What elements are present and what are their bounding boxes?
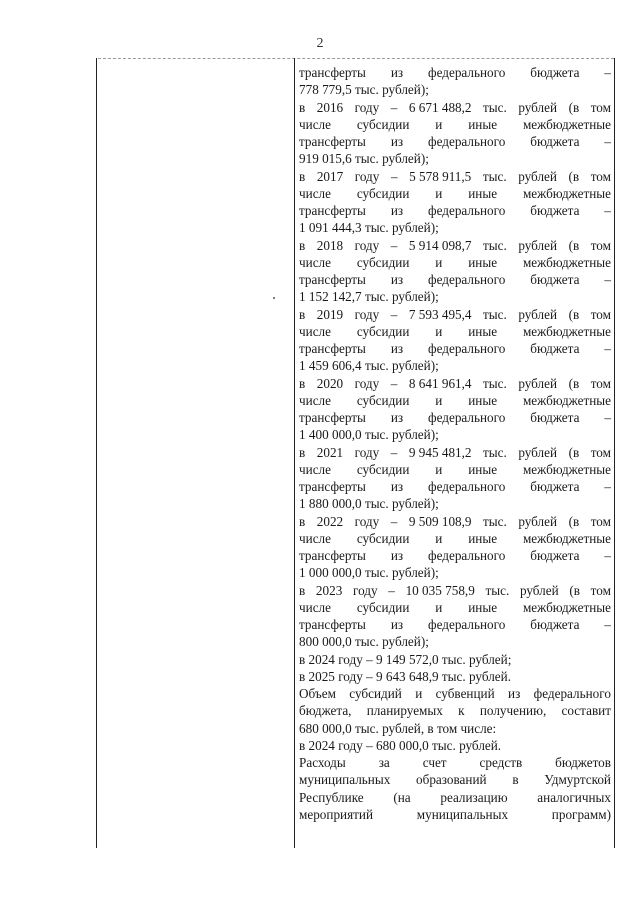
text-word: 2017 — [316, 168, 344, 184]
text-word: тыс. — [483, 513, 507, 529]
text-line — [299, 582, 611, 599]
text-word: федерального — [428, 617, 506, 632]
text-line — [299, 737, 611, 754]
text-word: числе — [299, 392, 331, 408]
text-word: федерального — [533, 686, 611, 701]
text-word: числе — [299, 461, 331, 477]
text-word: субсидии — [356, 254, 410, 270]
text-word: числе — [299, 599, 331, 615]
text-word: 5 578 911,5 — [409, 168, 472, 184]
text-word: – — [604, 203, 611, 218]
text-word: планируемых — [366, 703, 443, 719]
scan-speck — [273, 297, 275, 299]
text-word: иные — [468, 116, 498, 132]
text-word: (в — [568, 306, 580, 322]
text-word: – — [604, 410, 611, 425]
text-word: бюджетов — [555, 755, 611, 770]
text-line — [299, 185, 611, 202]
text-word: федерального — [428, 65, 506, 80]
text-word: 2023 — [315, 582, 343, 598]
text-word: – — [390, 375, 398, 391]
text-word: числе — [299, 323, 331, 339]
text-line — [299, 237, 611, 254]
text-word: 2022 — [316, 513, 344, 529]
text-word: – — [604, 617, 611, 632]
text-word: трансферты — [299, 65, 366, 80]
text-line — [299, 357, 611, 374]
text-word: 9 509 108,9 — [408, 513, 472, 529]
text-word: году — [354, 513, 380, 529]
text-word: в — [299, 237, 306, 253]
text-line — [299, 288, 611, 305]
text-word: – — [604, 548, 611, 563]
text-word: – — [604, 341, 611, 356]
text-word: и — [435, 185, 443, 201]
text-word: том — [590, 168, 611, 184]
text-word: числе — [299, 116, 331, 132]
text-word: иные — [468, 185, 498, 201]
text-word: иные — [468, 392, 498, 408]
text-line — [299, 461, 611, 478]
text-word: мероприятий — [299, 806, 374, 822]
text-line — [299, 392, 611, 409]
text-word: трансферты — [299, 341, 366, 356]
text-word: том — [590, 99, 611, 115]
text-word: в — [299, 444, 306, 460]
text-word: – — [388, 582, 395, 598]
text-word: – — [390, 99, 398, 115]
text-word: тыс. — [485, 582, 510, 598]
text-word: тыс. — [483, 306, 507, 322]
text-word: федерального — [428, 548, 506, 563]
text-line — [299, 651, 611, 668]
text-word: из — [390, 134, 404, 149]
text-word: составит — [561, 703, 611, 719]
text-word: году — [352, 582, 378, 598]
text-word: 5 914 098,7 — [408, 237, 472, 253]
text-line — [299, 754, 611, 771]
text-word: году — [354, 168, 380, 184]
text-word: том — [590, 444, 611, 460]
text-word: бюджета, — [299, 703, 352, 719]
text-line — [299, 771, 611, 788]
text-word: из — [390, 548, 404, 563]
text-word: году — [354, 375, 380, 391]
text-line — [299, 564, 611, 581]
text-word: трансферты — [299, 203, 366, 218]
text-word: бюджета — [530, 272, 580, 287]
text-word: межбюджетные — [522, 116, 611, 132]
text-line — [299, 168, 611, 185]
text-line — [299, 685, 611, 702]
text-word: и — [435, 254, 443, 270]
text-word: из — [390, 410, 404, 425]
text-line — [299, 340, 611, 357]
text-word: том — [590, 237, 611, 253]
text-word: том — [590, 582, 611, 598]
text-word: в 2024 году – 680 000,0 тыс. рублей. — [299, 737, 502, 753]
text-word: 6 671 488,2 — [408, 99, 472, 115]
text-word: из — [390, 203, 404, 218]
text-word: трансферты — [299, 479, 366, 494]
text-word: том — [590, 306, 611, 322]
text-word: году — [354, 99, 380, 115]
text-word: межбюджетные — [522, 185, 611, 201]
text-word: в — [299, 99, 306, 115]
text-word: субвенций — [435, 686, 495, 701]
text-word: субсидии — [356, 530, 410, 546]
text-word: субсидии — [356, 323, 410, 339]
text-word: федерального — [428, 341, 506, 356]
text-word: в — [299, 168, 306, 184]
text-line — [299, 116, 611, 133]
text-word: числе — [299, 254, 331, 270]
text-word: в — [512, 772, 519, 788]
text-line — [299, 375, 611, 392]
text-line — [299, 702, 611, 719]
text-word: муниципальных — [299, 772, 391, 788]
text-word: 8 641 961,4 — [408, 375, 472, 391]
text-word: рублей — [518, 375, 558, 391]
text-line — [299, 789, 611, 806]
text-word: Удмуртской — [544, 772, 611, 788]
text-word: (в — [568, 168, 580, 184]
text-word: 800 000,0 тыс. рублей); — [299, 634, 429, 650]
text-word: иные — [468, 461, 498, 477]
text-word: году — [354, 237, 380, 253]
text-word: (в — [568, 513, 580, 529]
text-word: тыс. — [483, 99, 507, 115]
text-word: 2019 — [316, 306, 344, 322]
text-word: 680 000,0 тыс. рублей, в том числе: — [299, 720, 497, 736]
text-word: и — [435, 392, 443, 408]
text-word: – — [390, 168, 398, 184]
text-word: году — [354, 444, 380, 460]
text-line — [299, 547, 611, 564]
text-word: и — [415, 686, 423, 701]
funding-text-cell — [299, 64, 611, 823]
text-word: федерального — [428, 203, 506, 218]
text-word: из — [508, 686, 521, 701]
text-line — [299, 720, 611, 737]
text-word: – — [390, 444, 398, 460]
text-word: муниципальных — [416, 806, 509, 822]
text-word: – — [604, 272, 611, 287]
text-word: из — [390, 65, 404, 80]
text-word: субсидии — [356, 461, 410, 477]
text-word: и — [435, 116, 443, 132]
text-word: иные — [468, 323, 498, 339]
text-word: 778 779,5 тыс. рублей); — [299, 82, 429, 98]
text-word: – — [390, 237, 398, 253]
text-word: тыс. — [483, 375, 507, 391]
text-word: получению, — [479, 703, 547, 719]
text-word: рублей — [519, 582, 559, 598]
text-word: субсидии — [356, 116, 410, 132]
text-word: бюджета — [530, 548, 580, 563]
text-word: рублей — [518, 444, 558, 460]
text-line — [299, 530, 611, 547]
text-word: числе — [299, 530, 331, 546]
text-word: рублей — [518, 306, 558, 322]
table-right-border — [614, 58, 615, 848]
text-word: числе — [299, 185, 331, 201]
text-word: 2018 — [316, 237, 344, 253]
text-word: трансферты — [299, 548, 366, 563]
text-word: субсидии — [356, 392, 410, 408]
text-word: бюджета — [530, 134, 580, 149]
text-word: 1 091 444,3 тыс. рублей); — [299, 220, 439, 236]
text-word: из — [390, 479, 404, 494]
text-line — [299, 323, 611, 340]
text-word: тыс. — [482, 168, 507, 184]
text-word: иные — [468, 254, 498, 270]
text-word: трансферты — [299, 617, 366, 632]
text-word: 2021 — [316, 444, 344, 460]
text-word: трансферты — [299, 410, 366, 425]
text-word: межбюджетные — [522, 392, 611, 408]
text-word: 9 945 481,2 — [408, 444, 472, 460]
text-word: счет — [422, 755, 447, 770]
text-word: 1 459 606,4 тыс. рублей); — [299, 358, 439, 374]
text-word: к — [458, 703, 465, 719]
text-word: 1 152 142,7 тыс. рублей); — [299, 289, 439, 305]
text-word: из — [390, 272, 404, 287]
text-word: в — [299, 306, 306, 322]
text-word: бюджета — [530, 410, 580, 425]
text-line — [299, 444, 611, 461]
text-word: в — [299, 513, 306, 529]
text-word: федерального — [428, 134, 506, 149]
text-word: в — [299, 375, 306, 391]
text-line — [299, 668, 611, 685]
text-word: бюджета — [530, 65, 580, 80]
text-word: – — [390, 513, 398, 529]
text-word: за — [378, 755, 390, 770]
text-word: субсидии — [356, 599, 410, 615]
text-word: 1 880 000,0 тыс. рублей); — [299, 496, 439, 512]
text-word: аналогичных — [537, 789, 611, 805]
text-word: (в — [568, 375, 580, 391]
page-number: 2 — [316, 36, 324, 51]
text-word: тыс. — [483, 237, 507, 253]
text-line — [299, 64, 611, 81]
text-line — [299, 513, 611, 530]
text-line — [299, 306, 611, 323]
text-line — [299, 81, 611, 98]
text-word: 919 015,6 тыс. рублей); — [299, 151, 429, 167]
text-word: федерального — [428, 272, 506, 287]
text-word: в 2024 году – 9 149 572,0 тыс. рублей; — [299, 651, 512, 667]
text-word: 2020 — [316, 375, 344, 391]
text-word: бюджета — [530, 341, 580, 356]
text-word: – — [604, 134, 611, 149]
text-word: (в — [569, 582, 580, 598]
text-word: субсидий — [349, 686, 402, 701]
text-word: федерального — [428, 410, 506, 425]
text-word: тыс. — [483, 444, 507, 460]
text-word: (в — [568, 99, 580, 115]
text-word: рублей — [518, 513, 558, 529]
text-word: трансферты — [299, 134, 366, 149]
text-word: рублей — [518, 237, 558, 253]
text-word: средств — [479, 755, 523, 770]
text-word: образований — [416, 772, 487, 788]
text-word: Объем — [299, 686, 336, 701]
text-word: (в — [568, 237, 580, 253]
text-line — [299, 806, 611, 823]
text-word: межбюджетные — [522, 461, 611, 477]
text-line — [299, 478, 611, 495]
text-word: программ) — [551, 806, 611, 822]
text-word: рублей — [518, 99, 558, 115]
text-word: трансферты — [299, 272, 366, 287]
table-left-border — [96, 58, 97, 848]
text-line — [299, 150, 611, 167]
text-word: из — [390, 617, 404, 632]
text-word: бюджета — [530, 203, 580, 218]
text-word: иные — [468, 530, 498, 546]
text-word: – — [390, 306, 398, 322]
text-word: межбюджетные — [522, 599, 611, 615]
text-word: Республике — [299, 789, 364, 805]
text-line — [299, 599, 611, 616]
text-word: том — [590, 375, 611, 391]
text-word: году — [354, 306, 380, 322]
text-word: иные — [468, 599, 498, 615]
text-word: 10 035 758,9 — [405, 582, 475, 598]
text-word: 1 000 000,0 тыс. рублей); — [299, 565, 439, 581]
text-line — [299, 426, 611, 443]
text-line — [299, 616, 611, 633]
text-line — [299, 254, 611, 271]
text-word: – — [604, 65, 611, 80]
text-word: бюджета — [530, 617, 580, 632]
text-word: Расходы — [299, 755, 346, 770]
table-column-divider — [294, 58, 295, 848]
text-word: 7 593 495,4 — [408, 306, 472, 322]
table-top-border — [98, 58, 614, 59]
text-word: межбюджетные — [522, 254, 611, 270]
text-word: (в — [568, 444, 580, 460]
text-word: в 2025 году – 9 643 648,9 тыс. рублей. — [299, 668, 511, 684]
text-line — [299, 202, 611, 219]
text-word: 2016 — [316, 99, 344, 115]
text-line — [299, 99, 611, 116]
text-word: и — [435, 530, 443, 546]
text-line — [299, 495, 611, 512]
text-word: бюджета — [530, 479, 580, 494]
text-line — [299, 409, 611, 426]
text-word: субсидии — [356, 185, 410, 201]
text-word: в — [299, 582, 306, 598]
text-word: межбюджетные — [522, 323, 611, 339]
text-word: том — [590, 513, 611, 529]
text-word: межбюджетные — [522, 530, 611, 546]
text-word: рублей — [518, 168, 557, 184]
text-line — [299, 271, 611, 288]
text-word: и — [435, 461, 443, 477]
text-word: и — [435, 323, 443, 339]
text-line — [299, 633, 611, 650]
text-word: федерального — [428, 479, 506, 494]
text-word: и — [435, 599, 443, 615]
text-word: (на — [393, 789, 411, 805]
text-line — [299, 219, 611, 236]
text-word: из — [390, 341, 404, 356]
text-line — [299, 133, 611, 150]
text-word: 1 400 000,0 тыс. рублей); — [299, 427, 439, 443]
text-word: реализацию — [440, 789, 508, 805]
text-word: – — [604, 479, 611, 494]
